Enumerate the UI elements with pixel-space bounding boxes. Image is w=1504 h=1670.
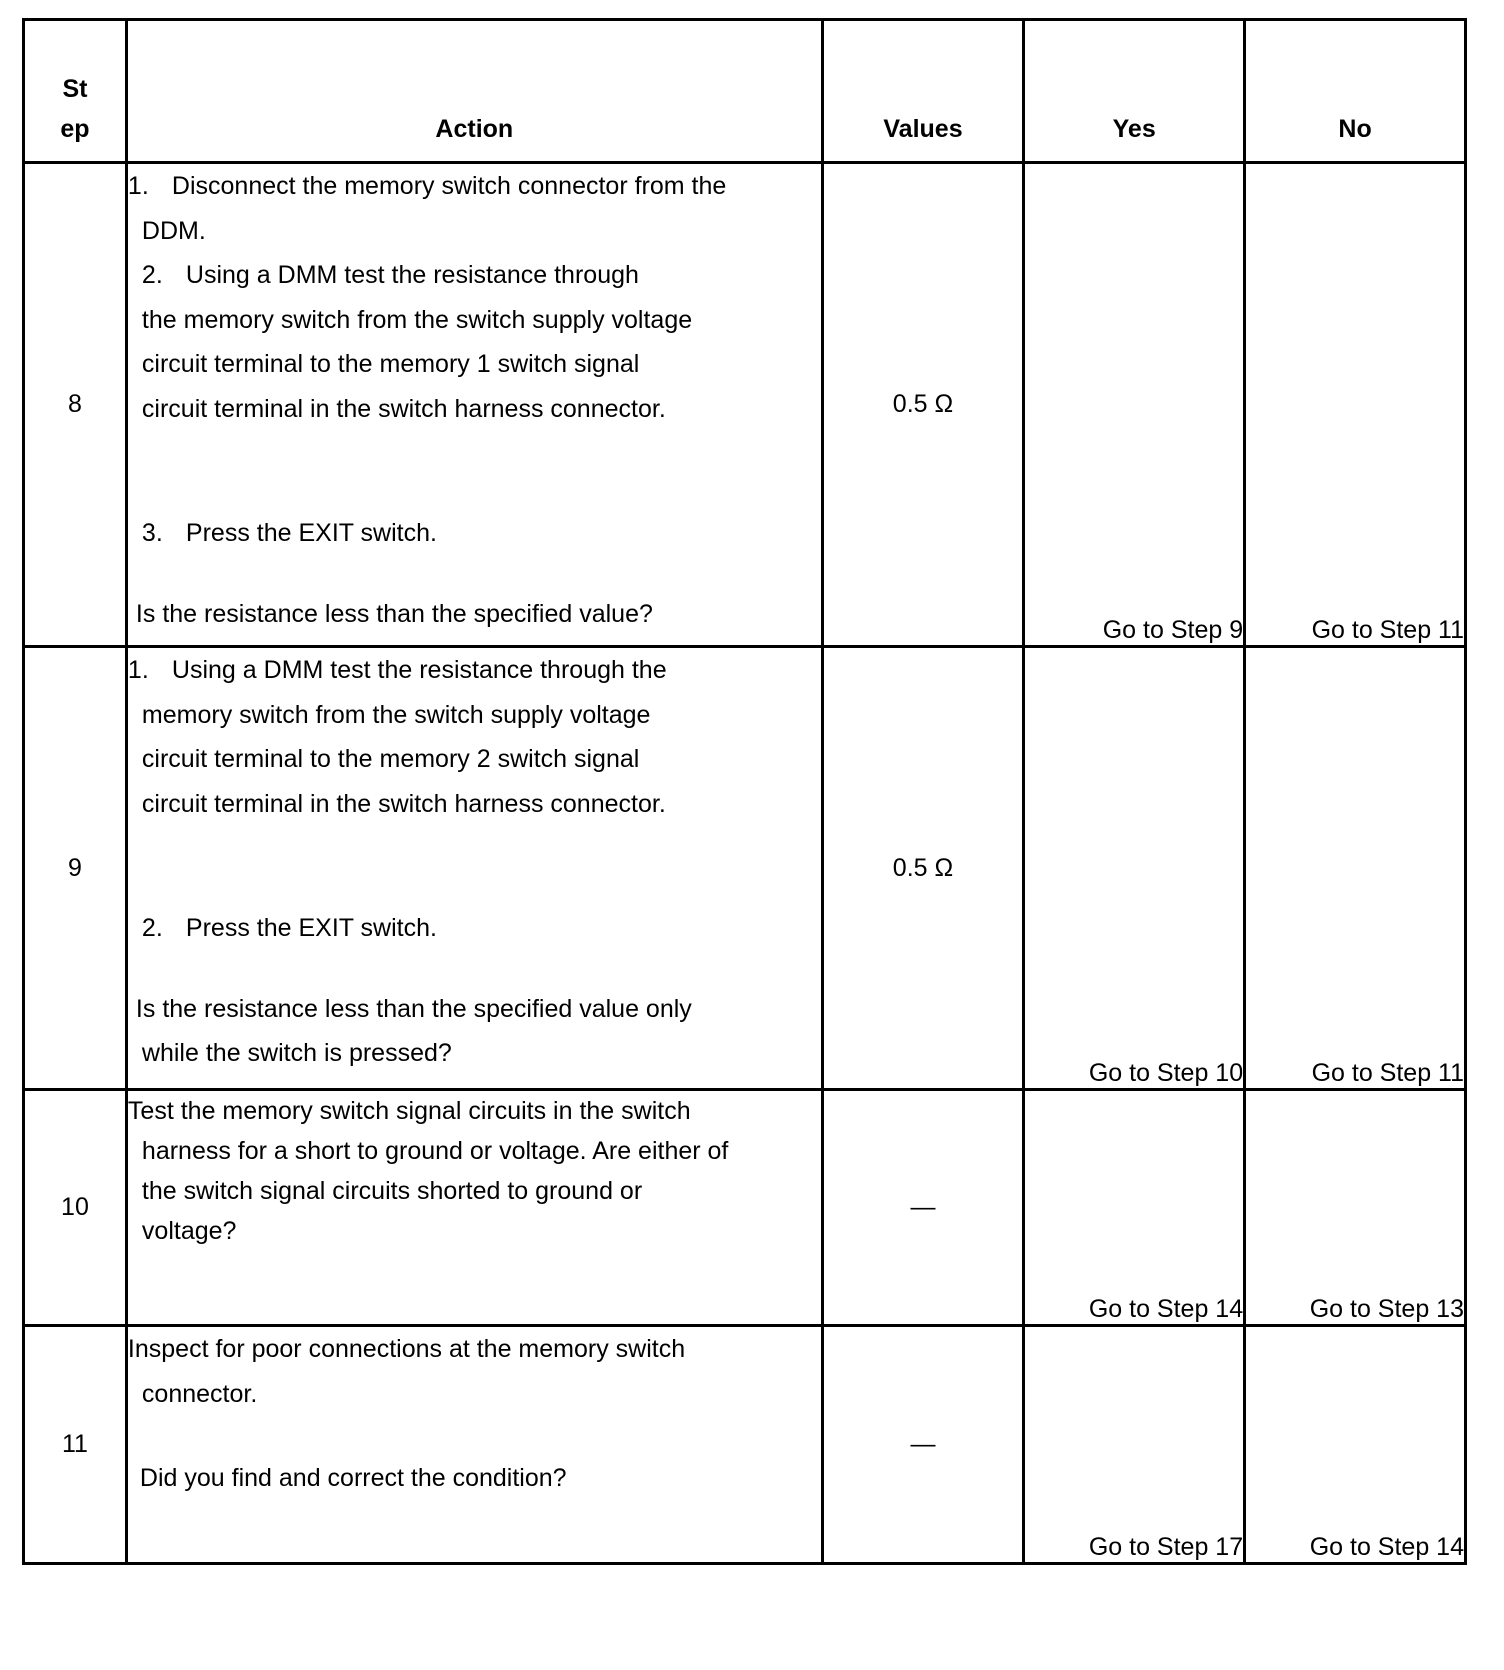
value-spec: 0.5 Ω [822, 647, 1024, 1090]
table-row-step-9 [24, 647, 1466, 1090]
action-text: Test the memory switch signal circuits in the switch harness for a short to ground or voltage. Are either of the switch signal circuits shorted to ground or voltage? [126, 1090, 822, 1326]
step-number: 8 [24, 163, 127, 647]
table-row-step-10 [24, 1090, 1466, 1326]
table-row-step-8 [24, 163, 1466, 647]
diagnostic-table [22, 18, 1467, 1565]
yes-outcome: Go to Step 14 [1024, 1090, 1245, 1326]
step-number: 9 [24, 647, 127, 1090]
header-row [24, 20, 1466, 163]
action-text: 1. Using a DMM test the resistance through the memory switch from the switch supply voltage circuit terminal to the memory 2 switch signal circuit terminal in the switch harness connector. 2. Press the EXIT switch. Is the resistance less than the specified value only while the switch is pressed? [126, 647, 822, 1090]
yes-outcome: Go to Step 17 [1024, 1326, 1245, 1564]
action-text: Inspect for poor connections at the memory switch connector. Did you find and correct the condition? [126, 1326, 822, 1564]
yes-outcome: Go to Step 9 [1024, 163, 1245, 647]
no-outcome: Go to Step 13 [1245, 1090, 1466, 1326]
table-row-step-11 [24, 1326, 1466, 1564]
header-step [24, 20, 127, 163]
header-no: No [1245, 20, 1466, 163]
no-outcome: Go to Step 11 [1245, 163, 1466, 647]
value-spec: — [822, 1326, 1024, 1564]
header-step-line2: ep [60, 115, 90, 143]
header-yes: Yes [1024, 20, 1245, 163]
value-spec: — [822, 1090, 1024, 1326]
header-step-line1: St [62, 75, 88, 103]
value-spec: 0.5 Ω [822, 163, 1024, 647]
header-action: Action [126, 20, 822, 163]
no-outcome: Go to Step 14 [1245, 1326, 1466, 1564]
yes-outcome: Go to Step 10 [1024, 647, 1245, 1090]
step-number: 11 [24, 1326, 127, 1564]
action-text: 1. Disconnect the memory switch connector from the DDM. 2. Using a DMM test the resistance through the memory switch from the switch supply voltage circuit terminal to the memory 1 switch signal circuit terminal in the switch harness connector. 3. Press the EXIT switch. Is the resistance less than the specified value? [126, 163, 822, 647]
no-outcome: Go to Step 11 [1245, 647, 1466, 1090]
step-number: 10 [24, 1090, 127, 1326]
header-values: Values [822, 20, 1024, 163]
